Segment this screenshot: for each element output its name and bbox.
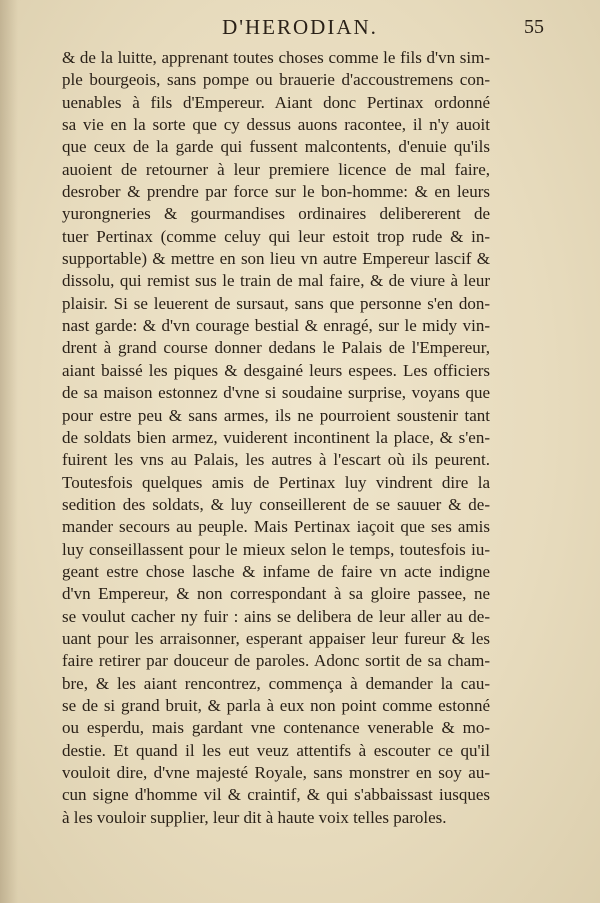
text-line: à les vouloir supplier, leur dit à haute voix telles paroles. (62, 807, 447, 827)
text-line: faire retirer par douceur de paroles. Adonc sortit de sa cham- (62, 651, 490, 671)
text-line: d'vn Empereur, & non correspondant à sa gloire passee, ne (62, 584, 490, 604)
running-title: D'HERODIAN. (222, 15, 378, 39)
text-line: se de si grand bruit, & parla à eux non point comme estonné (62, 695, 490, 715)
text-line: nast garde: & d'vn courage bestial & enragé, sur le midy vin- (62, 316, 490, 336)
text-line: ple bourgeois, sans pompe ou brauerie d'accoustremens con- (62, 70, 490, 90)
text-line: uenables à fils d'Empereur. Aiant donc Pertinax ordonné (62, 92, 490, 112)
text-line: se voulut cacher ny fuir : ains se delibera de leur aller au de- (62, 606, 490, 626)
text-line: dissolu, qui remist sus le train de mal faire, & de viure à leur (62, 271, 490, 291)
text-line: que ceux de la garde qui fussent malcontents, d'enuie qu'ils (62, 137, 490, 157)
text-line: supportable) & mettre en son lieu vn autre Empereur lascif & (62, 249, 490, 269)
text-line: bre, & les aiant rencontrez, commença à demander la cau- (62, 673, 490, 693)
text-line: sedition des soldats, & luy conseillerent de se sauuer & de- (62, 494, 490, 514)
text-line: fuirent les vns au Palais, les autres à l'escart où ils peurent. (62, 450, 490, 470)
text-line: Toutesfois quelques amis de Pertinax luy vindrent dire la (62, 472, 490, 492)
text-line: desrober & prendre par force sur le bon-homme: & en leurs (62, 182, 490, 202)
body-text (62, 47, 490, 829)
text-line: uant pour les arraisonner, esperant appaiser leur fureur & les (62, 628, 490, 648)
text-line: & de la luitte, apprenant toutes choses comme le fils d'vn sim- (62, 48, 490, 67)
text-line: aiant baissé les piques & desgainé leurs espees. Les officiers (62, 360, 490, 380)
page-header (0, 14, 600, 40)
text-line: auoient de retourner à leur premiere licence de mal faire, (62, 159, 490, 179)
text-line: cun signe d'homme vil & craintif, & qui s'abbaissast iusques (62, 785, 490, 805)
page-number: 55 (524, 16, 544, 38)
gutter-shadow (0, 0, 18, 903)
text-line: mander secours au peuple. Mais Pertinax iaçoit que ses amis (62, 517, 490, 537)
text-line: plaisir. Si se leuerent de sursaut, sans que personne s'en don- (62, 293, 490, 313)
text-line: vouloit dire, d'vne majesté Royale, sans monstrer en soy au- (62, 763, 490, 782)
text-line: drent à grand course donner dedans le Palais de l'Empereur, (62, 338, 490, 358)
text-line: de sa maison estonnez d'vne si soudaine surprise, voyans que (62, 383, 490, 403)
text-line: de soldats bien armez, vuiderent incontinent la place, & s'en- (62, 427, 490, 447)
text-line: luy conseillassent pour le mieux selon le temps, toutesfois iu- (62, 539, 490, 559)
text-line: destie. Et quand il les eut veuz attentifs à escouter ce qu'il (62, 740, 490, 760)
text-line: yurongneries & gourmandises ordinaires delibererent de (62, 204, 490, 224)
text-line: ou esperdu, mais gardant vne contenance venerable & mo- (62, 718, 490, 738)
text-line: tuer Pertinax (comme celuy qui leur estoit trop rude & in- (62, 226, 490, 246)
text-line: pour estre peu & sans armes, ils ne pourroient soustenir tant (62, 405, 490, 425)
text-line: sa vie en la sorte que cy dessus auons racontee, il n'y auoit (62, 115, 490, 135)
text-line: geant estre chose lasche & infame de faire vn acte indigne (62, 561, 490, 581)
